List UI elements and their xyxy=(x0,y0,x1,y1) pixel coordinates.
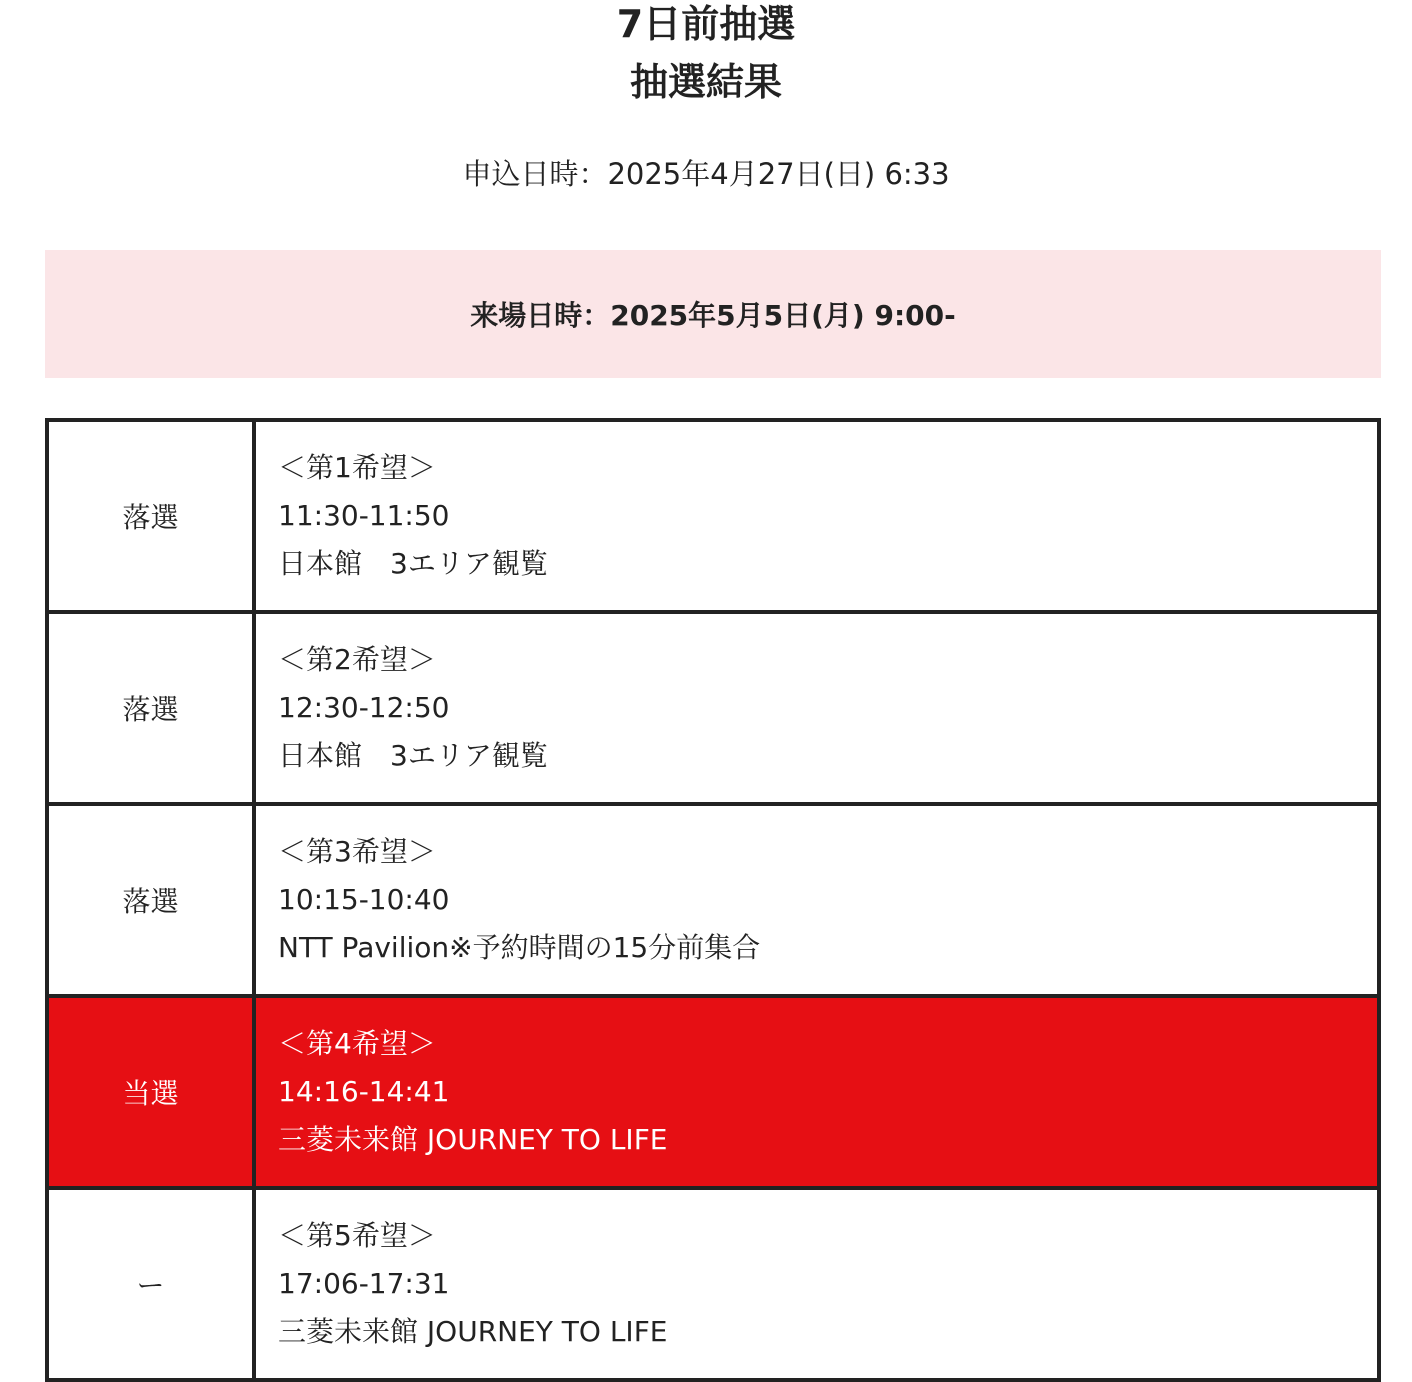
time-slot: 12:30-12:50 xyxy=(278,691,450,724)
choice-rank: ＜第3希望＞ xyxy=(278,835,436,868)
venue-name: 日本館 3エリア観覧 xyxy=(278,739,548,772)
result-detail xyxy=(254,612,1379,804)
result-status: 落選 xyxy=(47,804,254,996)
visit-datetime: 来場日時：2025年5月5日(月) 9:00- xyxy=(470,299,956,332)
applied-datetime: 申込日時：2025年4月27日(日) 6:33 xyxy=(462,157,950,191)
time-slot: 17:06-17:31 xyxy=(278,1267,450,1300)
choice-rank: ＜第2希望＞ xyxy=(278,643,436,676)
result-status: 落選 xyxy=(47,612,254,804)
venue-name: 日本館 3エリア観覧 xyxy=(278,547,548,580)
result-status: 当選 xyxy=(47,996,254,1188)
venue-name: 三菱未来館 JOURNEY TO LIFE xyxy=(278,1123,668,1156)
result-detail xyxy=(254,420,1379,612)
result-status: 落選 xyxy=(47,420,254,612)
time-slot: 10:15-10:40 xyxy=(278,883,450,916)
choice-rank: ＜第5希望＞ xyxy=(278,1219,436,1252)
table-row xyxy=(47,804,1379,996)
time-slot: 14:16-14:41 xyxy=(278,1075,450,1108)
table-row-won xyxy=(47,996,1379,1188)
choice-rank: ＜第4希望＞ xyxy=(278,1027,436,1060)
table-row xyxy=(47,1188,1379,1380)
table-row xyxy=(47,612,1379,804)
result-detail xyxy=(254,804,1379,996)
results-table xyxy=(45,418,1381,1382)
result-status: ー xyxy=(47,1188,254,1380)
result-detail xyxy=(254,996,1379,1188)
table-row xyxy=(47,420,1379,612)
venue-name: 三菱未来館 JOURNEY TO LIFE xyxy=(278,1315,668,1348)
page-subtitle: 抽選結果 xyxy=(629,60,782,104)
result-detail xyxy=(254,1188,1379,1380)
visit-datetime-banner xyxy=(45,250,1381,378)
venue-name: NTT Pavilion※予約時間の15分前集合 xyxy=(278,931,761,964)
time-slot: 11:30-11:50 xyxy=(278,499,450,532)
choice-rank: ＜第1希望＞ xyxy=(278,451,436,484)
page-title: 7日前抽選 xyxy=(616,2,796,46)
